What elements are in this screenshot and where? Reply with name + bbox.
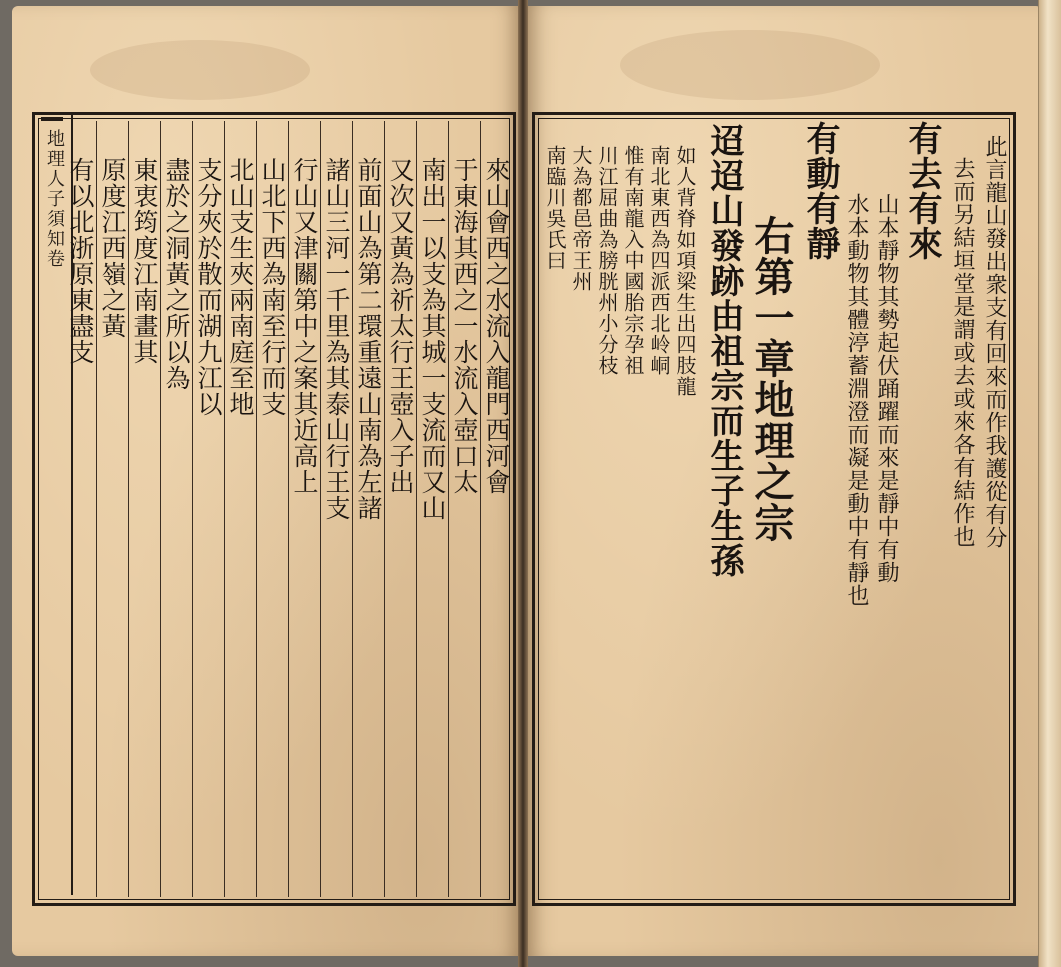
page-fore-edge — [1038, 0, 1061, 967]
text-column: 又次又黃為祈太行王壺入子出 — [386, 157, 415, 495]
chapter-title: 右第一章地理之宗 — [748, 215, 795, 543]
commentary-column: 惟有南龍入中國胎宗孕祖 — [621, 145, 645, 376]
text-column: 南出一以支為其城一支流而又山 — [418, 157, 447, 521]
commentary-column: 水本動物其體渟蓄淵澄而凝是動中有靜也 — [844, 193, 869, 607]
book-spine — [518, 0, 528, 967]
paper-stain — [620, 30, 880, 100]
text-column: 來山會西之水流入龍門西河會 — [482, 157, 511, 495]
text-column: 于東海其西之一水流入壺口太 — [450, 157, 479, 495]
text-column: 諸山三河一千里為其泰山行王支 — [322, 157, 351, 521]
commentary-column: 去而另結垣堂是謂或去或來各有結作也 — [950, 157, 975, 548]
commentary-column: 山本靜物其勢起伏踊躍而來是靜中有動 — [874, 193, 899, 584]
verse-heading: 有去有來 — [902, 121, 942, 261]
text-column: 山北下西為南至行而支 — [258, 157, 287, 417]
text-column: 行山又津關第中之案其近高上 — [290, 157, 319, 495]
text-column: 北山支生夾兩南庭至地 — [226, 157, 255, 417]
text-column: 原度江西嶺之黃 — [98, 157, 127, 339]
commentary-column: 川江屈曲為膀胱州小分枝 — [595, 145, 619, 376]
commentary-column: 此言龍山發出衆支有回來而作我護從有分 — [982, 135, 1007, 549]
left-text-frame — [32, 112, 516, 906]
paper-stain — [90, 40, 310, 100]
commentary-column: 如人背脊如項梁生出四肢龍 — [673, 145, 697, 397]
commentary-column: 南北東西為四派西北岭峒 — [647, 145, 671, 376]
verse-heading: 迢迢山發跡由祖宗而生子生孫 — [704, 123, 744, 578]
text-column: 盡於之洞黃之所以為 — [162, 157, 191, 391]
text-column: 東衷筠度江南畫其 — [130, 157, 159, 365]
text-column: 前面山為第二環重遠山南為左諸 — [354, 157, 383, 521]
banxin-title: 地理人子須知卷 — [44, 129, 65, 269]
text-column: 支分夾於散而湖九江以 — [194, 157, 223, 417]
text-column: 有以北浙原東盡支 — [66, 157, 95, 365]
commentary-column: 大為都邑帝王州 — [569, 145, 593, 292]
verse-heading: 有動有靜 — [800, 121, 840, 261]
right-text-frame — [532, 112, 1016, 906]
commentary-column: 南臨川吳氏曰 — [543, 145, 567, 271]
